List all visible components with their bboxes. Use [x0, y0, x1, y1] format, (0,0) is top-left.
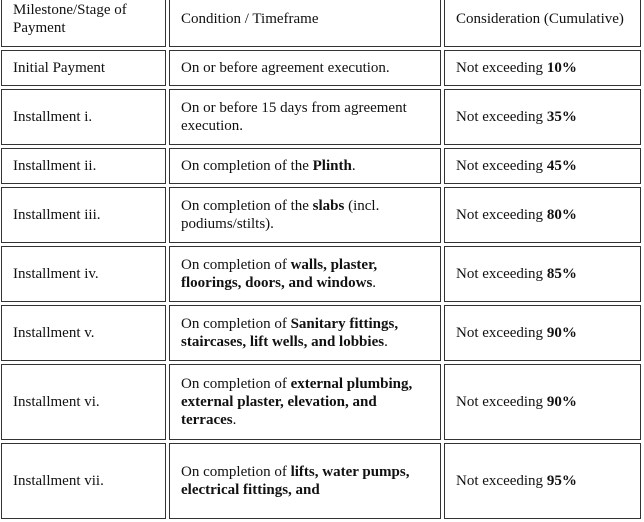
consideration-cell: [444, 246, 641, 302]
consideration-cell: [444, 50, 641, 86]
condition-suffix: (incl. podiums/stilts).: [181, 198, 380, 232]
consideration-prefix: Not exceeding: [456, 158, 544, 174]
condition-prefix: On completion of: [181, 316, 287, 332]
consideration-value: 10%: [546, 60, 577, 76]
condition-prefix: On completion of: [181, 464, 287, 480]
consideration-value: 90%: [546, 394, 577, 410]
header-consideration: Consideration (Cumulative): [444, 0, 641, 47]
consideration-value: 85%: [546, 266, 577, 282]
table-row: [1, 443, 641, 519]
condition-bold: walls, plaster, floorings, doors, and windows: [181, 257, 378, 291]
milestone-cell: Installment iv.: [1, 246, 166, 302]
table-row: [1, 305, 641, 361]
condition-prefix: On completion of the: [181, 198, 309, 214]
consideration-cell: [444, 443, 641, 519]
condition-prefix: On completion of: [181, 257, 287, 273]
milestone-cell: Installment ii.: [1, 148, 166, 184]
milestone-cell: Initial Payment: [1, 50, 166, 86]
consideration-cell: [444, 89, 641, 145]
milestone-cell: Installment v.: [1, 305, 166, 361]
consideration-cell: [444, 148, 641, 184]
condition-prefix: On completion of: [181, 376, 287, 392]
milestone-cell: Installment i.: [1, 89, 166, 145]
condition-bold: lifts, water pumps, electrical fittings, and: [181, 464, 410, 498]
consideration-prefix: Not exceeding: [456, 60, 544, 76]
consideration-cell: [444, 364, 641, 440]
consideration-cell: [444, 305, 641, 361]
consideration-prefix: Not exceeding: [456, 266, 544, 282]
condition-text: On or before 15 days from agreement execution.: [181, 100, 407, 134]
condition-cell: [169, 443, 441, 519]
condition-prefix: On completion of the: [181, 158, 309, 174]
consideration-prefix: Not exceeding: [456, 207, 544, 223]
consideration-prefix: Not exceeding: [456, 109, 544, 125]
header-milestone: Milestone/Stage of Payment: [1, 0, 166, 47]
table-row: [1, 246, 641, 302]
condition-suffix: .: [372, 275, 377, 291]
condition-cell: [169, 89, 441, 145]
condition-text: On or before agreement execution.: [181, 60, 390, 76]
table-header-row: [1, 0, 641, 47]
consideration-value: 90%: [546, 325, 577, 341]
condition-suffix: .: [232, 412, 237, 428]
condition-cell: [169, 364, 441, 440]
table-row: [1, 148, 641, 184]
consideration-prefix: Not exceeding: [456, 473, 544, 489]
consideration-value: 35%: [546, 109, 577, 125]
header-condition: Condition / Timeframe: [169, 0, 441, 47]
table-row: [1, 89, 641, 145]
table-row: [1, 364, 641, 440]
consideration-value: 95%: [546, 473, 577, 489]
condition-suffix: .: [384, 334, 388, 350]
consideration-cell: [444, 187, 641, 243]
milestone-cell: Installment vii.: [1, 443, 166, 519]
consideration-value: 80%: [546, 207, 577, 223]
condition-suffix: .: [351, 158, 356, 174]
condition-bold: external plumbing, external plaster, elevation, and terraces: [181, 376, 413, 428]
consideration-value: 45%: [546, 158, 577, 174]
condition-bold: Plinth: [312, 158, 352, 174]
milestone-cell: Installment iii.: [1, 187, 166, 243]
condition-cell: [169, 148, 441, 184]
table-row: [1, 50, 641, 86]
condition-cell: [169, 246, 441, 302]
condition-cell: [169, 305, 441, 361]
consideration-prefix: Not exceeding: [456, 325, 544, 341]
consideration-prefix: Not exceeding: [456, 394, 544, 410]
milestone-cell: Installment vi.: [1, 364, 166, 440]
condition-bold: slabs: [312, 198, 345, 214]
table-row: [1, 187, 641, 243]
condition-cell: [169, 187, 441, 243]
condition-cell: [169, 50, 441, 86]
condition-bold: Sanitary fittings, staircases, lift wells, and lobbies: [181, 316, 399, 350]
